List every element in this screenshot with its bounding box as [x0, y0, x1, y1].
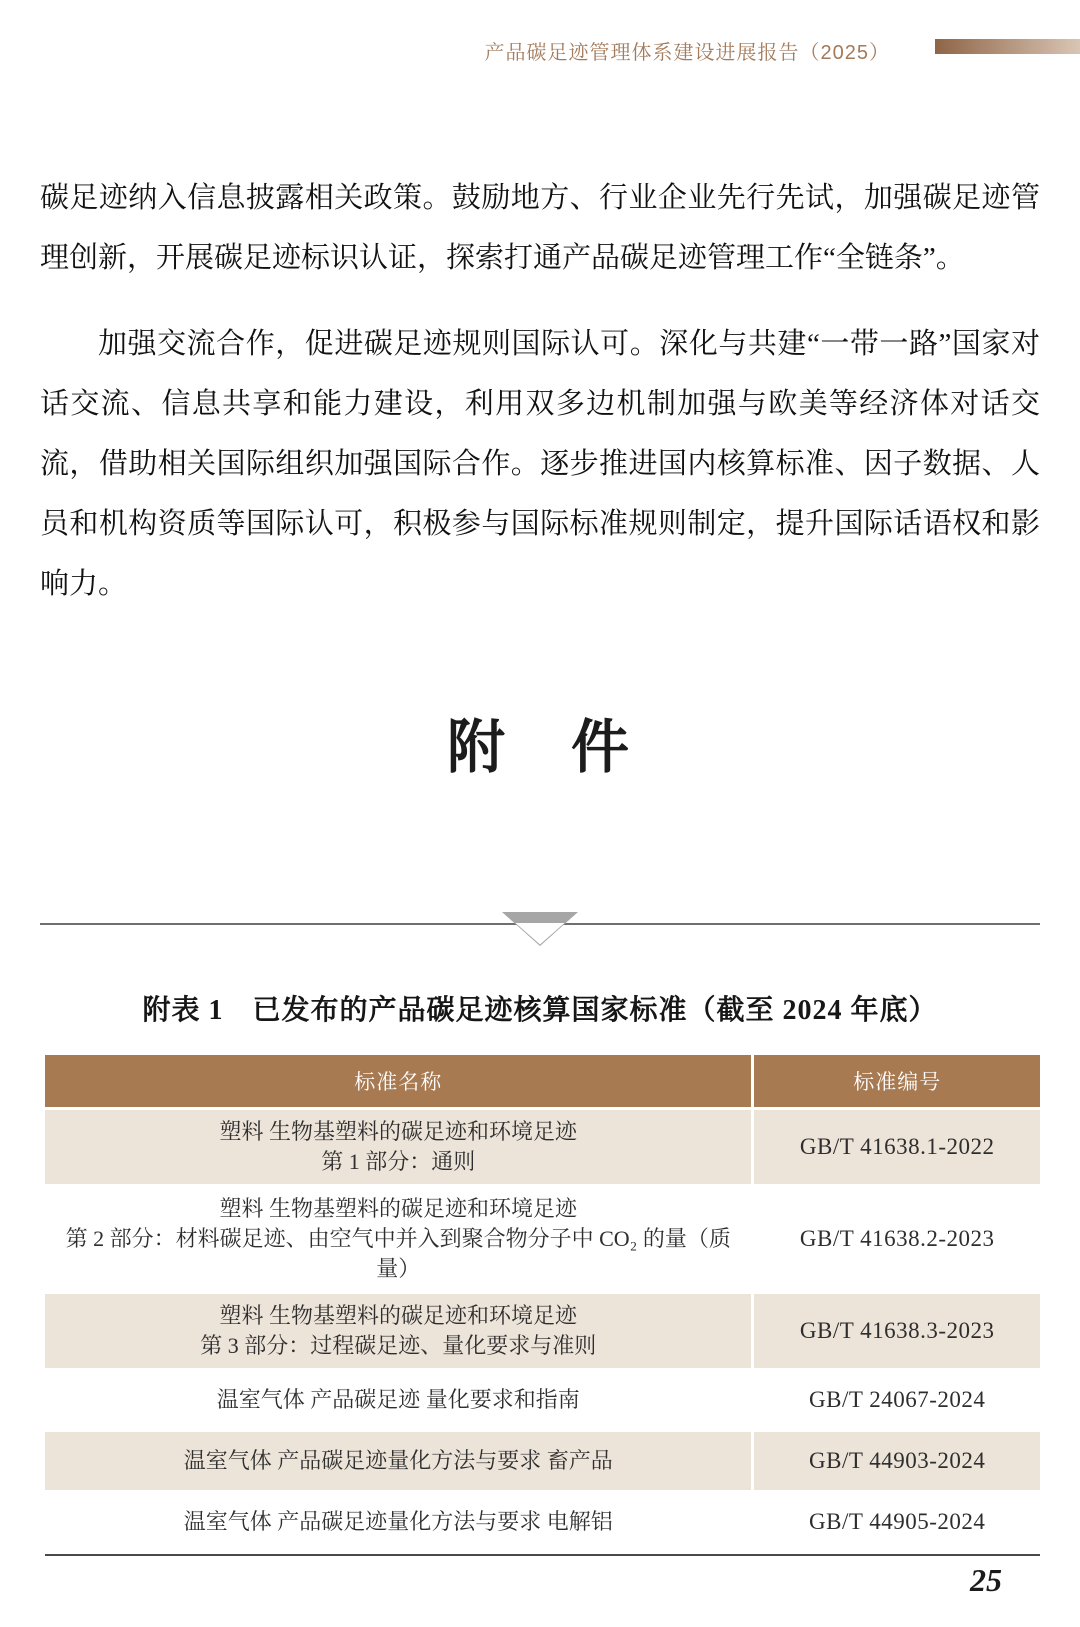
body-text [40, 168, 1040, 640]
report-title: 产品碳足迹管理体系建设进展报告（2025） [484, 42, 890, 64]
standard-name-line1: 塑料 生物基塑料的碳足迹和环境足迹 [219, 1196, 577, 1221]
standard-code: GB/T 24067-2024 [809, 1387, 986, 1412]
table-row [45, 1110, 1040, 1187]
standard-code: GB/T 44905-2024 [809, 1509, 986, 1534]
table-row [45, 1187, 1040, 1294]
standard-code: GB/T 41638.3-2023 [799, 1318, 995, 1343]
paragraph-international: 加强交流合作，促进碳足迹规则国际认可。深化与共建“一带一路”国家对话交流、信息共享和能力建设，利用双多边机制加强与欧美等经济体对话交流，借助相关国际组织加强国际合作。逐步推进国内核算标准、因子数据、人员和机构资质等国际认可，积极参与国际标准规则制定，提升国际话语权和影响力。 [40, 328, 1040, 600]
table-header-row [45, 1055, 1040, 1110]
page-header [0, 34, 1080, 64]
table-row [45, 1432, 1040, 1493]
standard-code: GB/T 44903-2024 [809, 1448, 986, 1473]
column-header-name: 标准名称 [354, 1071, 443, 1094]
standard-name-line2: 第 3 部分：过程碳足迹、量化要求与准则 [200, 1333, 597, 1358]
table-row [45, 1371, 1040, 1432]
table-caption: 附表 1 已发布的产品碳足迹核算国家标准（截至 2024 年底） [142, 995, 938, 1026]
standard-name-line1: 温室气体 产品碳足迹量化方法与要求 畜产品 [183, 1448, 613, 1473]
standard-name-line2: 第 2 部分：材料碳足迹、由空气中并入到聚合物分子中 CO₂ 的量（质量） [65, 1226, 731, 1281]
page-number: 25 [970, 1562, 1002, 1598]
standard-name-line2: 第 1 部分：通则 [321, 1149, 476, 1174]
standard-name-line1: 塑料 生物基塑料的碳足迹和环境足迹 [219, 1119, 577, 1144]
paragraph-policy: 碳足迹纳入信息披露相关政策。鼓励地方、行业企业先行先试，加强碳足迹管理创新，开展碳足迹标识认证，探索打通产品碳足迹管理工作“全链条”。 [40, 182, 1040, 274]
table-row [45, 1294, 1040, 1371]
standard-name-line1: 温室气体 产品碳足迹量化方法与要求 电解铝 [183, 1509, 613, 1534]
standard-name-line1: 塑料 生物基塑料的碳足迹和环境足迹 [219, 1303, 577, 1328]
section-divider [40, 912, 1040, 960]
column-header-code: 标准编号 [751, 1055, 1040, 1107]
standard-name-line1: 温室气体 产品碳足迹 量化要求和指南 [216, 1387, 580, 1412]
standards-table [45, 1055, 1040, 1556]
header-accent-bar [935, 39, 1080, 54]
standard-code: GB/T 41638.1-2022 [799, 1134, 995, 1159]
attachment-title: 附 件 [446, 715, 633, 780]
standard-code: GB/T 41638.2-2023 [799, 1226, 995, 1251]
table-row [45, 1493, 1040, 1554]
triangle-down-icon [502, 912, 578, 948]
